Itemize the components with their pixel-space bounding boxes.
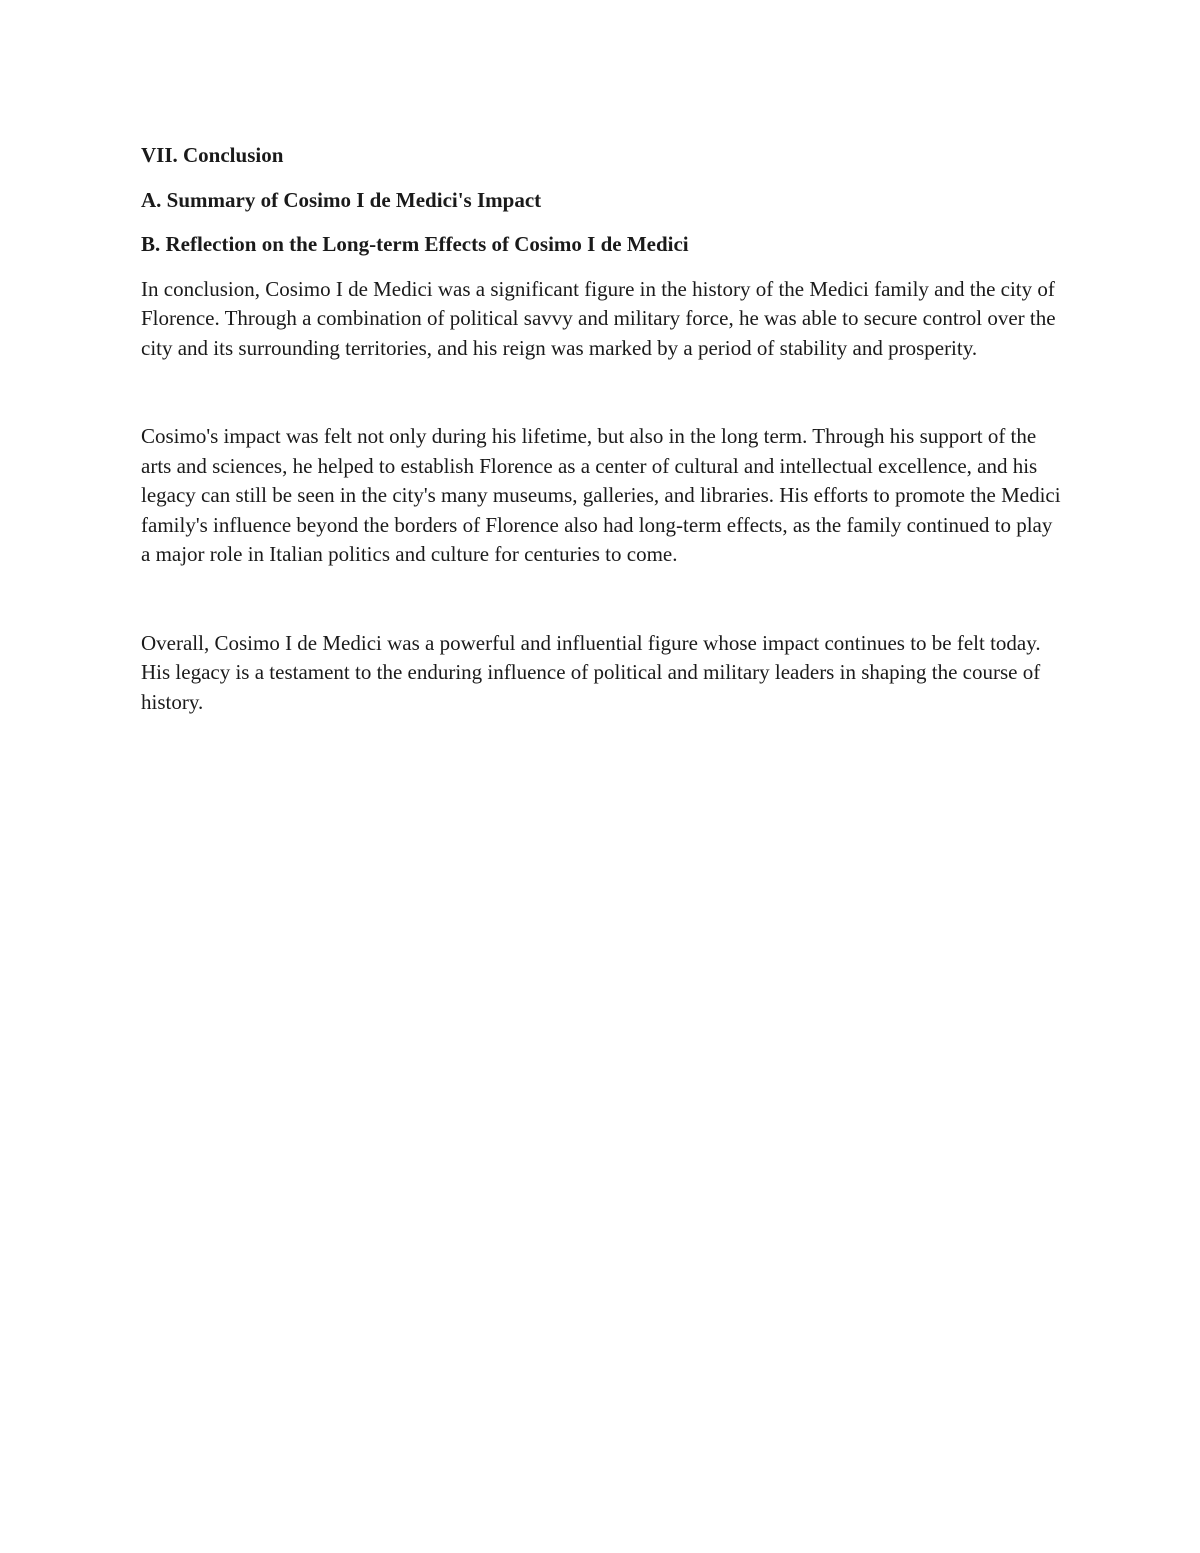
paragraph-spacer [141, 363, 1061, 422]
subsection-heading-summary: A. Summary of Cosimo I de Medici's Impact [141, 187, 542, 212]
document-body [141, 141, 1061, 717]
paragraph-spacer [141, 570, 1061, 629]
paragraph-long-term-impact: Cosimo's impact was felt not only during his lifetime, but also in the long term. Through his support of the arts and sciences, he helped to establish Florence as a center of cultural and intellectual excellence, and his legacy can still be seen in the city's many museums, galleries, and libraries. His efforts to promote the Medici family's influence beyond the borders of Florence also had long-term effects, as the family continued to play a major role in Italian politics and culture for centuries to come. [141, 424, 1061, 566]
section-heading: VII. Conclusion [141, 143, 284, 167]
subsection-heading-reflection: B. Reflection on the Long-term Effects of Cosimo I de Medici [141, 232, 689, 256]
paragraph-conclusion: In conclusion, Cosimo I de Medici was a significant figure in the history of the Medici family and the city of Florence. Through a combination of political savvy and military force, he was able to secure control over the city and its surrounding territories, and his reign was marked by a period of stability and prosperity. [141, 276, 1056, 360]
paragraph-overall: Overall, Cosimo I de Medici was a powerful and influential figure whose impact continues to be felt today. His legacy is a testament to the enduring influence of political and military leaders in shaping the course of history. [141, 630, 1041, 714]
